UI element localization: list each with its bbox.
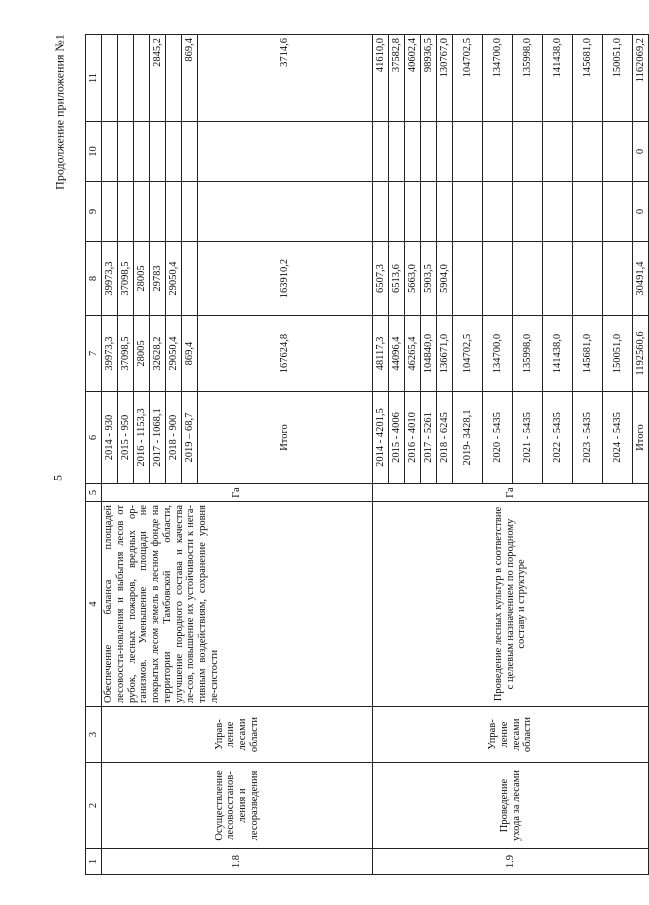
value-col8: 29783 — [150, 242, 166, 316]
value-col9 — [603, 182, 633, 242]
executor: Управ-ление лесами области — [373, 707, 649, 763]
value-col11: 869,4 — [182, 35, 198, 122]
value-col9 — [198, 182, 373, 242]
year-period: 2018 - 6245 — [437, 392, 453, 484]
value-col8 — [543, 242, 573, 316]
header-cell: 9 — [86, 182, 102, 242]
value-col8 — [603, 242, 633, 316]
value-col10 — [573, 122, 603, 182]
value-col10 — [483, 122, 513, 182]
value-col11: 2845,2 — [150, 35, 166, 122]
value-col9 — [150, 182, 166, 242]
value-col7: 167624,8 — [198, 316, 373, 392]
unit: Га — [373, 484, 649, 502]
value-col8: 39973,3 — [102, 242, 118, 316]
value-col11: 134700,0 — [483, 35, 513, 122]
value-col9 — [102, 182, 118, 242]
value-col10 — [118, 122, 134, 182]
table-row — [373, 35, 389, 875]
value-col8: 5903,5 — [421, 242, 437, 316]
value-col11: 98936,5 — [421, 35, 437, 122]
value-col7: 39973,3 — [102, 316, 118, 392]
value-col10 — [513, 122, 543, 182]
value-col11: 1162069,2 — [633, 35, 649, 122]
program-table — [85, 34, 649, 875]
value-col11 — [102, 35, 118, 122]
value-col7: 869,4 — [182, 316, 198, 392]
value-col7: 1192560,6 — [633, 316, 649, 392]
value-col7: 150051,0 — [603, 316, 633, 392]
value-col8: 163910,2 — [198, 242, 373, 316]
value-col10 — [543, 122, 573, 182]
year-period: 2015 - 950 — [118, 392, 134, 484]
year-period: 2015 - 4006 — [389, 392, 405, 484]
header-cell: 10 — [86, 122, 102, 182]
value-col10 — [166, 122, 182, 182]
header-cell: 6 — [86, 392, 102, 484]
value-col7: 136671,0 — [437, 316, 453, 392]
value-col10 — [198, 122, 373, 182]
value-col7: 104702,5 — [453, 316, 483, 392]
value-col7: 135998,0 — [513, 316, 543, 392]
value-col8: 6513,6 — [389, 242, 405, 316]
value-col7: 46265,4 — [405, 316, 421, 392]
value-col11 — [166, 35, 182, 122]
description: Обеспечение баланса площадей лесовосста-новления и выбытия лесов от рубок, лесных пожаров, вредных ор-ганизмов. Уменьшение площади не покрытых лесом земель в лесном фонде на территории Тамбовской области, улучшение породного состава и качества ле-сов, повышение их устойчивости к нега-тивным воздействиям, сохранение уровня ле-систости — [102, 502, 373, 707]
value-col10: 0 — [633, 122, 649, 182]
year-period: 2022 - 5435 — [543, 392, 573, 484]
value-col9 — [437, 182, 453, 242]
value-col8: 6507,3 — [373, 242, 389, 316]
year-period: 2021 - 5435 — [513, 392, 543, 484]
year-period: 2016 - 4010 — [405, 392, 421, 484]
total-label: Итого — [198, 392, 373, 484]
value-col9 — [182, 182, 198, 242]
value-col9 — [483, 182, 513, 242]
value-col9 — [573, 182, 603, 242]
value-col10 — [405, 122, 421, 182]
value-col7: 29050,4 — [166, 316, 182, 392]
executor: Управ-ление лесами области — [102, 707, 373, 763]
value-col9 — [373, 182, 389, 242]
value-col9 — [513, 182, 543, 242]
header-cell: 3 — [86, 707, 102, 763]
value-col11: 141438,0 — [543, 35, 573, 122]
value-col10 — [102, 122, 118, 182]
value-col11 — [118, 35, 134, 122]
value-col10 — [421, 122, 437, 182]
value-col9 — [543, 182, 573, 242]
value-col7: 141438,0 — [543, 316, 573, 392]
year-period: 2017 - 1068,1 — [150, 392, 166, 484]
event-name: Осуществление лесовосстанов-ления и лесоразведения — [102, 763, 373, 849]
header-row — [86, 35, 102, 875]
header-cell: 1 — [86, 849, 102, 875]
header-cell: 4 — [86, 502, 102, 707]
value-col10 — [150, 122, 166, 182]
value-col11: 145681,0 — [573, 35, 603, 122]
value-col8: 5663,0 — [405, 242, 421, 316]
value-col8 — [483, 242, 513, 316]
value-col9 — [134, 182, 150, 242]
value-col11: 41610,0 — [373, 35, 389, 122]
value-col7: 48117,3 — [373, 316, 389, 392]
value-col7: 145681,0 — [573, 316, 603, 392]
year-period: 2014 - 930 — [102, 392, 118, 484]
value-col10 — [373, 122, 389, 182]
rotated-table-wrapper — [85, 35, 646, 875]
value-col10 — [437, 122, 453, 182]
year-period: 2016 - 1153,3 — [134, 392, 150, 484]
header-cell: 5 — [86, 484, 102, 502]
value-col8: 29050,4 — [166, 242, 182, 316]
value-col10 — [453, 122, 483, 182]
year-period: 2019 – 68,7 — [182, 392, 198, 484]
event-name: Проведение ухода за лесами — [373, 763, 649, 849]
value-col11: 130767,0 — [437, 35, 453, 122]
year-period: 2023 - 5435 — [573, 392, 603, 484]
value-col11: 135998,0 — [513, 35, 543, 122]
value-col11: 3714,6 — [198, 35, 373, 122]
header-cell: 2 — [86, 763, 102, 849]
header-cell: 8 — [86, 242, 102, 316]
value-col9 — [453, 182, 483, 242]
row-number: 1.9 — [373, 849, 649, 875]
value-col8: 30491,4 — [633, 242, 649, 316]
unit: Га — [102, 484, 373, 502]
year-period: 2017 - 5261 — [421, 392, 437, 484]
year-period: 2019- 3428,1 — [453, 392, 483, 484]
value-col8 — [453, 242, 483, 316]
year-period: 2020 - 5435 — [483, 392, 513, 484]
value-col11: 40602,4 — [405, 35, 421, 122]
value-col8: 5904,0 — [437, 242, 453, 316]
value-col9: 0 — [633, 182, 649, 242]
value-col10 — [389, 122, 405, 182]
row-number: 1.8 — [102, 849, 373, 875]
value-col9 — [389, 182, 405, 242]
value-col11: 104702,5 — [453, 35, 483, 122]
value-col7: 32628,2 — [150, 316, 166, 392]
continuation-label: Продолжение приложения №1 — [52, 34, 67, 190]
value-col10 — [603, 122, 633, 182]
description: Проведение лесных культур в соответствие с целевым назначением по породному составу и структуре — [373, 502, 649, 707]
value-col10 — [182, 122, 198, 182]
value-col11: 37582,8 — [389, 35, 405, 122]
value-col11 — [134, 35, 150, 122]
value-col8 — [573, 242, 603, 316]
value-col9 — [421, 182, 437, 242]
value-col10 — [134, 122, 150, 182]
value-col7: 28005 — [134, 316, 150, 392]
value-col7: 104840,0 — [421, 316, 437, 392]
value-col11: 150051,0 — [603, 35, 633, 122]
value-col9 — [118, 182, 134, 242]
year-period: 2018 - 900 — [166, 392, 182, 484]
value-col9 — [405, 182, 421, 242]
header-cell: 7 — [86, 316, 102, 392]
page-number: 5 — [50, 475, 65, 481]
total-label: Итого — [633, 392, 649, 484]
table-row — [102, 35, 118, 875]
value-col9 — [166, 182, 182, 242]
header-cell: 11 — [86, 35, 102, 122]
year-period: 2014 - 4201,5 — [373, 392, 389, 484]
value-col7: 134700,0 — [483, 316, 513, 392]
value-col8 — [182, 242, 198, 316]
value-col8: 37098,5 — [118, 242, 134, 316]
value-col8: 28005 — [134, 242, 150, 316]
value-col7: 44096,4 — [389, 316, 405, 392]
year-period: 2024 - 5435 — [603, 392, 633, 484]
value-col7: 37098,5 — [118, 316, 134, 392]
value-col8 — [513, 242, 543, 316]
